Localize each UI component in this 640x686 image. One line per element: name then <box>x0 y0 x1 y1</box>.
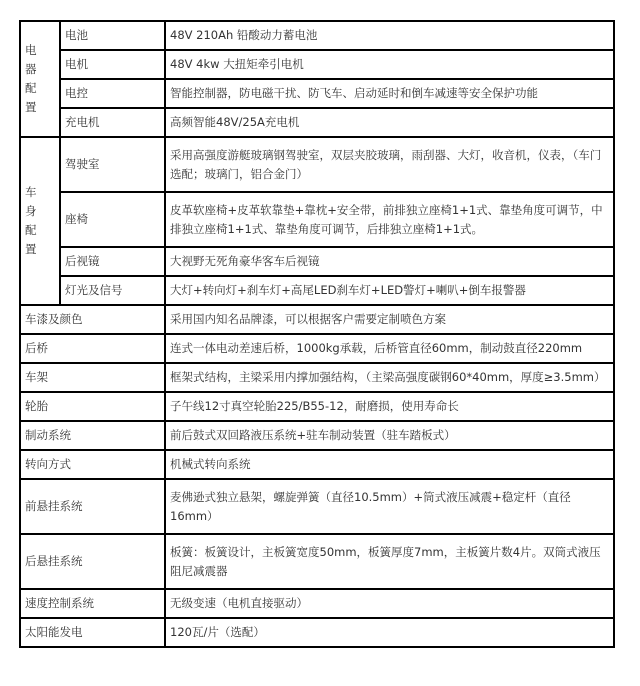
row-value: 采用高强度游艇玻璃钢驾驶室，双层夹胶玻璃，雨刮器、大灯，收音机，仪表，（车门选配；玻璃门，铝合金门） <box>165 137 614 192</box>
row-label: 后悬挂系统 <box>20 534 165 589</box>
row-value: 板簧：板簧设计，主板簧宽度50mm，板簧厚度7mm，主板簧片数4片。双筒式液压阻尼减震器 <box>165 534 614 589</box>
row-value: 麦佛逊式独立悬架，螺旋弹簧（直径10.5mm）+筒式液压减震+稳定杆（直径16mm） <box>165 479 614 534</box>
table-row <box>20 276 614 305</box>
row-value: 子午线12寸真空轮胎225/B55-12，耐磨损，使用寿命长 <box>165 392 614 421</box>
row-value: 48V 4kw 大扭矩牵引电机 <box>165 50 614 79</box>
table-row <box>20 479 614 534</box>
table-row <box>20 137 614 192</box>
row-label: 电控 <box>60 79 165 108</box>
row-value: 48V 210Ah 铅酸动力蓄电池 <box>165 21 614 50</box>
table-row <box>20 108 614 137</box>
row-value: 大灯+转向灯+刹车灯+高尾LED刹车灯+LED警灯+喇叭+倒车报警器 <box>165 276 614 305</box>
row-label: 轮胎 <box>20 392 165 421</box>
table-row <box>20 392 614 421</box>
row-value: 前后鼓式双回路液压系统+驻车制动装置（驻车踏板式） <box>165 421 614 450</box>
row-value: 大视野无死角豪华客车后视镜 <box>165 247 614 276</box>
table-row <box>20 192 614 247</box>
row-label: 车漆及颜色 <box>20 305 165 334</box>
row-value: 无级变速（电机直接驱动） <box>165 589 614 618</box>
row-value: 高频智能48V/25A充电机 <box>165 108 614 137</box>
group-body-label: 车 身 配 置 <box>20 137 60 305</box>
row-value: 皮革软座椅+皮革软靠垫+靠枕+安全带，前排独立座椅1+1式、靠垫角度可调节，中排独立座椅1+1式、靠垫角度可调节，后排独立座椅1+1式。 <box>165 192 614 247</box>
row-label: 前悬挂系统 <box>20 479 165 534</box>
table-row <box>20 450 614 479</box>
row-label: 灯光及信号 <box>60 276 165 305</box>
table-row <box>20 50 614 79</box>
table-row <box>20 363 614 392</box>
group-electric-label: 电 器 配 置 <box>20 21 60 137</box>
row-label: 充电机 <box>60 108 165 137</box>
row-value: 智能控制器，防电磁干扰、防飞车、启动延时和倒车减速等安全保护功能 <box>165 79 614 108</box>
table-row <box>20 589 614 618</box>
table-row <box>20 334 614 363</box>
row-value: 120瓦/片（选配） <box>165 618 614 647</box>
table-row <box>20 21 614 50</box>
table-row <box>20 247 614 276</box>
table-row <box>20 305 614 334</box>
row-value: 机械式转向系统 <box>165 450 614 479</box>
row-value: 连式一体电动差速后桥，1000kg承载，后桥管直径60mm，制动鼓直径220mm <box>165 334 614 363</box>
row-label: 速度控制系统 <box>20 589 165 618</box>
table-row <box>20 534 614 589</box>
row-label: 座椅 <box>60 192 165 247</box>
row-label: 电池 <box>60 21 165 50</box>
row-label: 制动系统 <box>20 421 165 450</box>
row-label: 车架 <box>20 363 165 392</box>
spec-table <box>19 20 615 648</box>
row-value: 采用国内知名品牌漆，可以根据客户需要定制喷色方案 <box>165 305 614 334</box>
row-label: 后视镜 <box>60 247 165 276</box>
table-row <box>20 618 614 647</box>
table-row <box>20 421 614 450</box>
row-label: 太阳能发电 <box>20 618 165 647</box>
row-label: 后桥 <box>20 334 165 363</box>
row-label: 转向方式 <box>20 450 165 479</box>
row-label: 电机 <box>60 50 165 79</box>
row-value: 框架式结构，主梁采用内撑加强结构，（主梁高强度碳钢60*40mm，厚度≥3.5mm） <box>165 363 614 392</box>
row-label: 驾驶室 <box>60 137 165 192</box>
table-row <box>20 79 614 108</box>
